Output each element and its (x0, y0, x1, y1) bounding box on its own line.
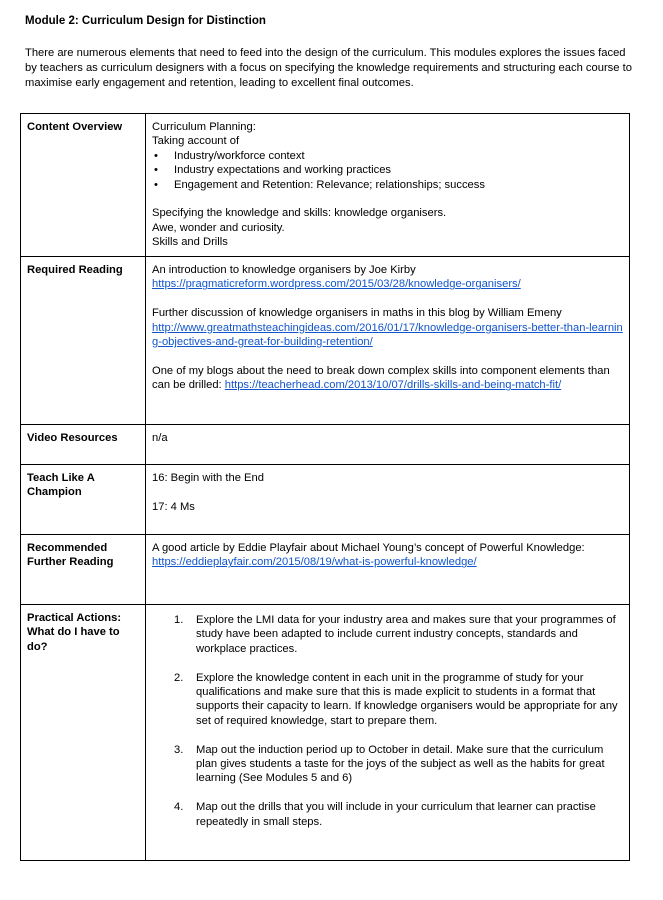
content-heading: Curriculum Planning: (152, 121, 256, 133)
content-line: Specifying the knowledge and skills: knowledge organisers. (152, 207, 447, 220)
further-reading-cell (146, 535, 630, 605)
reading-text: One of my blogs about the need to break down complex skills into component elements than can be drilled: (152, 364, 610, 392)
list-item (152, 743, 624, 786)
table-row-teach-like-a-champion (21, 465, 630, 535)
list-item: • Industry expectations and working practices (152, 163, 624, 177)
item-text: Map out the induction period up to October in detail. Make sure that the curriculum plan gives students a taste for the joys of the subject as well as the habits for great learning (See Modules 5 and 6) (196, 743, 605, 785)
row-label: Practical Actions: What do I have to do? (21, 605, 146, 861)
intro-paragraph: There are numerous elements that need to feed into the design of the curriculum. This modules explores the issues faced by teachers as curriculum designers with a focus on specifying the knowledge requirements and structuring each course to maximise early engagement and retention, leading to excellent final outcomes. (25, 47, 632, 89)
teach-like-a-champion-cell (146, 465, 630, 535)
item-number: 3. (174, 743, 184, 756)
table-row-required-reading (21, 257, 630, 425)
content-line: Skills and Drills (152, 236, 228, 249)
item-text: Map out the drills that you will include in your curriculum that learner can practise repeatedly in small steps. (196, 801, 596, 828)
row-label: Content Overview (21, 114, 146, 257)
row-label: Required Reading (21, 257, 146, 425)
table-row-practical-actions (21, 605, 630, 861)
reading-link[interactable]: https://pragmaticreform.wordpress.com/2015/03/28/knowledge-organisers/ (152, 278, 521, 291)
required-reading-cell (146, 257, 630, 425)
item-text: Explore the knowledge content in each unit in the programme of study for your qualifications and make sure that this is made explicit to students in a format that supports their capacity to learn. If knowledge organisers would be appropriate for any set of required knowledge, start to prepare them. (196, 671, 618, 727)
reading-text-with-link (152, 364, 624, 393)
item-number: 2. (174, 671, 184, 684)
content-overview-cell (146, 114, 630, 257)
table-row-further-reading (21, 535, 630, 605)
item-text: Explore the LMI data for your industry area and makes sure that your programmes of study have been adapted to include current industry concepts, standards and workplace practices. (196, 614, 616, 655)
further-reading-link[interactable]: https://eddieplayfair.com/2015/08/19/what-is-powerful-knowledge/ (152, 556, 477, 569)
row-label: Video Resources (21, 425, 146, 465)
technique-line: 16: Begin with the End (152, 472, 264, 484)
content-subheading: Taking account of (152, 135, 240, 148)
row-label: Teach Like A Champion (21, 465, 146, 535)
list-item (152, 613, 624, 656)
table-row-content-overview (21, 114, 630, 257)
list-item: • Engagement and Retention: Relevance; relationships; success (152, 178, 624, 192)
actions-list (152, 613, 624, 829)
list-item (152, 800, 624, 829)
reading-link[interactable]: https://teacherhead.com/2013/10/07/drills-skills-and-being-match-fit/ (224, 379, 562, 392)
further-reading-text: A good article by Eddie Playfair about Michael Young’s concept of Powerful Knowledge: (152, 542, 585, 554)
row-label: Recommended Further Reading (21, 535, 146, 605)
list-item: • Industry/workforce context (152, 149, 624, 163)
reading-text: An introduction to knowledge organisers by Joe Kirby (152, 264, 416, 276)
module-table (20, 113, 630, 861)
practical-actions-cell (146, 605, 630, 861)
item-number: 1. (174, 614, 184, 626)
reading-link[interactable]: http://www.greatmathsteachingideas.com/2016/01/17/knowledge-organisers-better-than-learning-objectives-and-great-for-building-retention/ (152, 321, 623, 349)
content-bullet-list (152, 149, 624, 192)
content-line: Awe, wonder and curiosity. (152, 221, 285, 234)
technique-line: 17: 4 Ms (152, 500, 195, 513)
video-resources-cell: n/a (146, 425, 630, 465)
item-number: 4. (174, 801, 184, 814)
table-row-video-resources (21, 425, 630, 465)
reading-text: Further discussion of knowledge organisers in maths in this blog by William Emeny (152, 307, 562, 320)
page-title: Module 2: Curriculum Design for Distinction (25, 15, 266, 27)
list-item (152, 671, 624, 729)
